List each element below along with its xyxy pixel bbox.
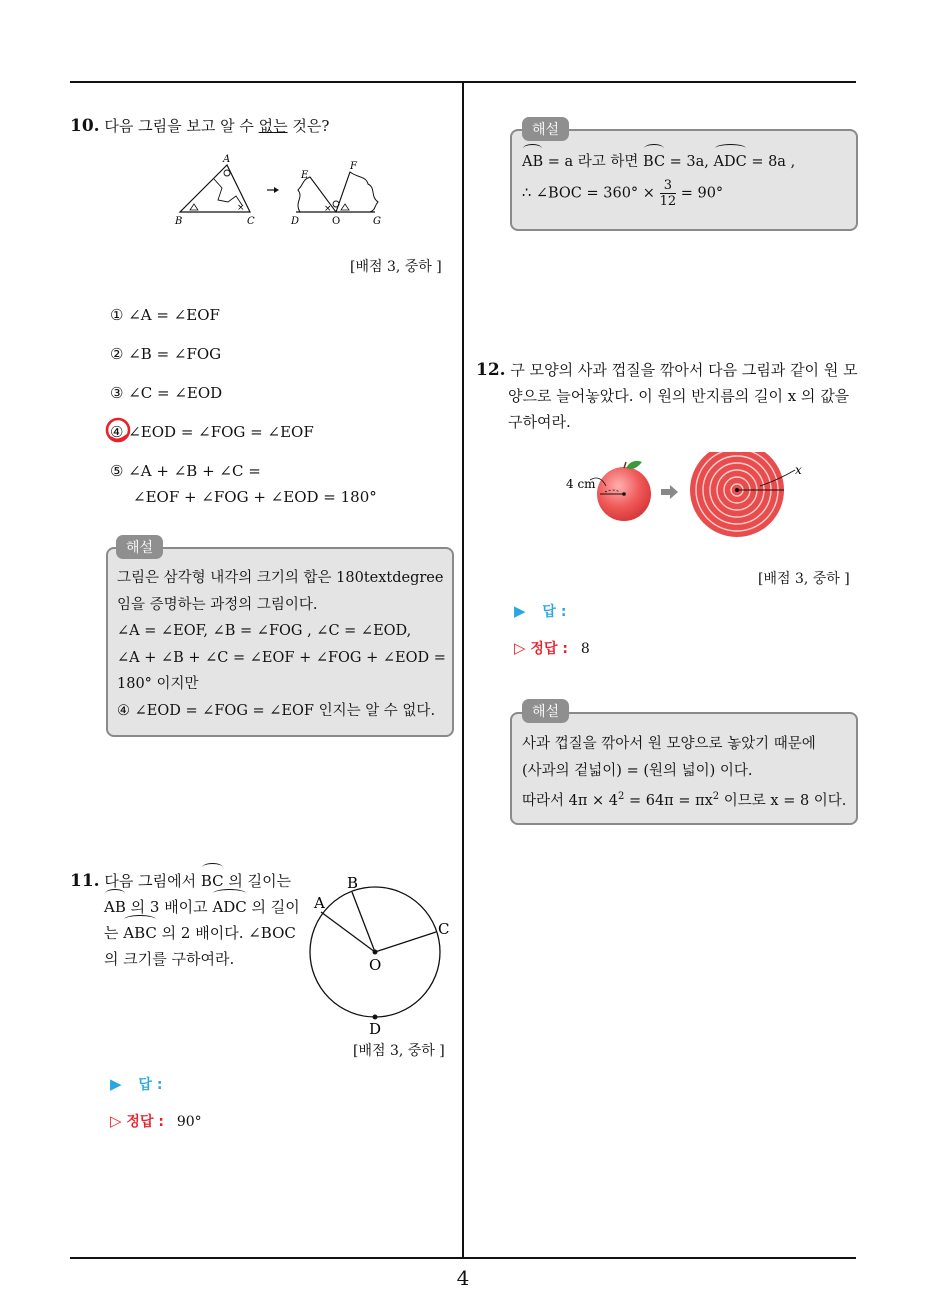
- spiral-radius-label: x: [795, 463, 802, 477]
- q10-choice-5-line2: ∠EOF + ∠FOG + ∠EOD = 180°: [133, 488, 377, 506]
- label-d: D: [291, 216, 300, 227]
- q10-explanation-tag: 해설: [116, 535, 163, 559]
- q10-choice-4[interactable]: ④ ∠EOD = ∠FOG = ∠EOF: [110, 423, 314, 441]
- q12-score: [배점 3, 중하 ]: [758, 571, 850, 587]
- q11-explanation-text: AB = a 라고 하면 BC = 3a, ADC = 8a , ∴ ∠BOC = 360° × $\frac{3}{12}$ = 90°: [522, 149, 852, 209]
- fraction: $\frac{3}{12}$: [659, 177, 677, 209]
- leaf-icon: [626, 461, 642, 469]
- apple-radius-label: 4 cm: [566, 477, 596, 491]
- q11-answer-row: ▶ 답 :: [110, 1075, 163, 1093]
- q12-figure: [560, 452, 850, 542]
- page-number: 4: [456, 1266, 470, 1290]
- q11-label-c: C: [438, 920, 450, 938]
- label-f: F: [350, 161, 357, 172]
- q12-explanation-tag: 해설: [522, 699, 569, 723]
- q11-score: [배점 3, 중하 ]: [353, 1043, 445, 1059]
- q11-number: 11.: [70, 871, 100, 891]
- q12-explanation-text: 사과 껍질을 깎아서 원 모양으로 놓았기 때문에 (사과의 겉넓이) = (원의 넓이) 이다. 따라서 $4\pi \times 4^2 = 64\pi = \pi x^2$ 이므로 x = 8 이다.: [522, 736, 847, 809]
- q11-correct-row: ▷ 정답 : 90°: [110, 1112, 202, 1130]
- svg-text:×: ×: [237, 203, 245, 213]
- selected-answer-circle: [103, 415, 133, 445]
- q10-number: 10.: [70, 116, 100, 136]
- q11-label-o: O: [369, 956, 382, 974]
- q12-number: 12.: [476, 360, 506, 380]
- q11-prompt: 11. 다음 그림에서 BC 의 길이는 AB 의 3 배이고 ADC 의 길이 는 ABC 의 2 배이다. ∠BOC 의 크기를 구하여라.: [70, 868, 310, 972]
- q10-figure: [170, 150, 390, 232]
- q10-choice-2[interactable]: ② ∠B = ∠FOG: [110, 345, 222, 363]
- q10-explanation-text: 그림은 삼각형 내각의 크기의 합은 180textdegree 임을 증명하는 과정의 그림이다. ∠A = ∠EOF, ∠B = ∠FOG , ∠C = ∠EOD, ∠A + ∠B + ∠C = ∠EOF + ∠FOG + ∠EOD = 180° 이지만 ④ ∠EOD = ∠FOG = ∠EOF 인지는 알 수 없다.: [117, 570, 446, 719]
- label-g: G: [373, 216, 381, 227]
- label-b: B: [175, 216, 183, 227]
- label-c: C: [247, 216, 255, 227]
- q11-label-b: B: [347, 874, 359, 892]
- q11-label-d: D: [369, 1020, 382, 1038]
- correct-arrow-icon: ▷: [514, 639, 526, 657]
- column-divider: [462, 82, 464, 1258]
- bottom-rule: [70, 1257, 856, 1259]
- answer-arrow-icon: ▶: [514, 602, 526, 620]
- svg-text:×: ×: [324, 204, 332, 214]
- q12-answer-row: ▶ 답 :: [514, 602, 567, 620]
- q11-circle-figure: [300, 868, 460, 1043]
- q10-prompt: 10. 다음 그림을 보고 알 수 없는 것은?: [70, 116, 330, 136]
- q11-explanation-tag: 해설: [522, 117, 569, 141]
- q10-cut-lines: [214, 179, 242, 205]
- answer-arrow-icon: ▶: [110, 1075, 122, 1093]
- q11-label-a: A: [314, 894, 325, 912]
- label-a: A: [223, 154, 231, 165]
- label-o: O: [332, 216, 341, 227]
- label-e: E: [301, 170, 309, 181]
- q12-correct-row: ▷ 정답 : 8: [514, 639, 590, 657]
- q12-prompt: 12. 구 모양의 사과 껍질을 깎아서 다음 그림과 같이 원 모 양으로 늘어놓았다. 이 원의 반지름의 길이 x 의 값을 구하여라.: [476, 360, 858, 431]
- q10-choice-5[interactable]: ⑤ ∠A + ∠B + ∠C =: [110, 462, 261, 480]
- right-arrow-icon: [661, 485, 678, 499]
- q10-score: [배점 3, 중하 ]: [350, 259, 442, 275]
- q10-choice-1[interactable]: ① ∠A = ∠EOF: [110, 306, 220, 324]
- correct-arrow-icon: ▷: [110, 1112, 122, 1130]
- q10-choice-3[interactable]: ③ ∠C = ∠EOD: [110, 384, 223, 402]
